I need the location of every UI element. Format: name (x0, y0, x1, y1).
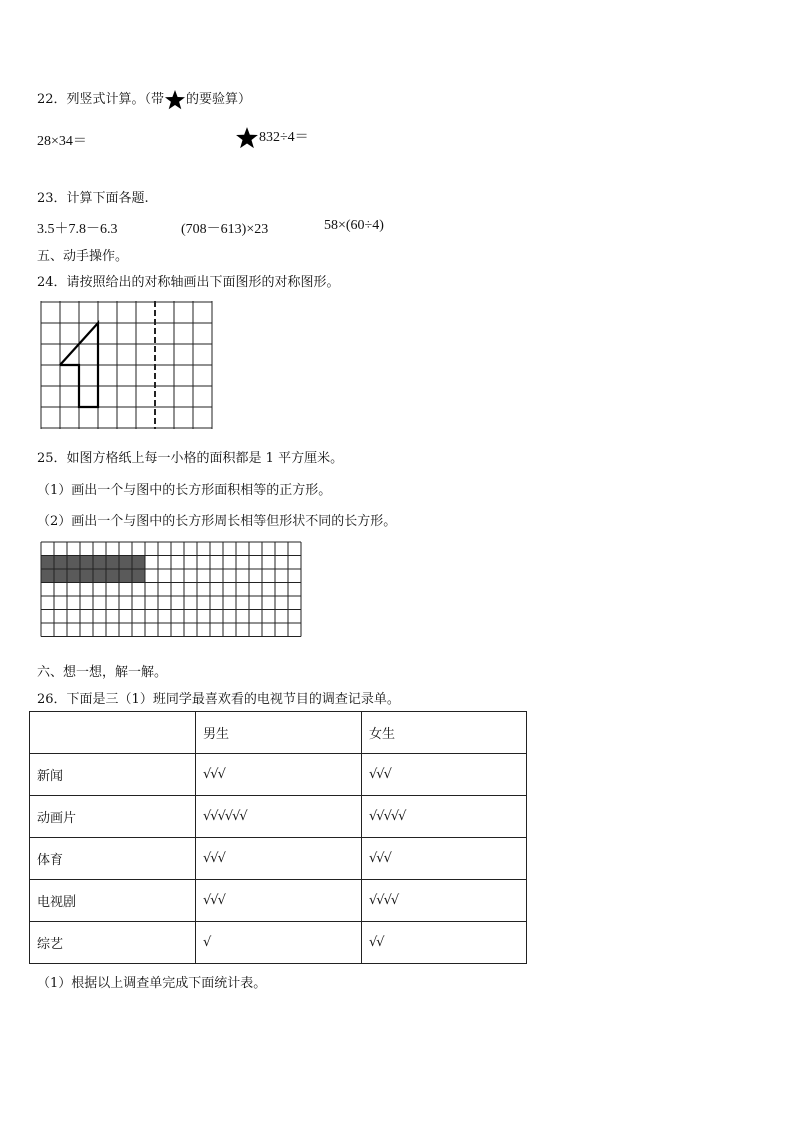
star-icon (164, 89, 186, 111)
q26-part1: （1）根据以上调查单完成下面统计表。 (37, 976, 267, 991)
table-cell: √√√ (196, 838, 362, 880)
q25-title: 25．如图方格纸上每一小格的面积都是 1 平方厘米。 (37, 451, 344, 466)
q23-expr2: (708－613)×23 (181, 222, 269, 237)
table-cell: 体育 (30, 838, 196, 880)
q22-expr1: 28×34＝ (37, 134, 87, 149)
table-cell: 新闻 (30, 754, 196, 796)
star-icon (235, 126, 259, 150)
table-cell: √√√ (196, 880, 362, 922)
q22-expr2: 832÷4＝ (259, 130, 309, 146)
q25-part2: （2）画出一个与图中的长方形周长相等但形状不同的长方形。 (37, 514, 397, 529)
table-row (30, 880, 527, 922)
table-cell: √√√√ (362, 880, 527, 922)
q24-grid-figure (40, 301, 214, 431)
q24-title: 24．请按照给出的对称轴画出下面图形的对称图形。 (37, 275, 340, 290)
table-row (30, 838, 527, 880)
section6-heading: 六、想一想，解一解。 (37, 665, 168, 680)
q22-expr2-wrap (235, 126, 309, 150)
section5-heading: 五、动手操作。 (37, 249, 129, 264)
table-cell: √√√ (362, 754, 527, 796)
table-cell: √√ (362, 922, 527, 964)
q25-grid-paper (40, 540, 304, 650)
table-header-cell (30, 712, 196, 754)
q23-expr3: 58×(60÷4) (324, 218, 384, 233)
q22-title-prefix: 22．列竖式计算。（带 (37, 92, 165, 107)
table-row (30, 754, 527, 796)
table-row (30, 796, 527, 838)
table-cell: 动画片 (30, 796, 196, 838)
table-cell: √ (196, 922, 362, 964)
q23-title: 23．计算下面各题. (37, 191, 149, 206)
table-cell: √√√ (362, 838, 527, 880)
table-header-cell: 男生 (196, 712, 362, 754)
q23-expr1: 3.5＋7.8－6.3 (37, 222, 118, 237)
table-cell: √√√√√√ (196, 796, 362, 838)
q25-part1: （1）画出一个与图中的长方形面积相等的正方形。 (37, 483, 332, 498)
table-row (30, 922, 527, 964)
table-cell: √√√ (196, 754, 362, 796)
table-cell: 综艺 (30, 922, 196, 964)
table-header-row (30, 712, 527, 754)
q22-title (37, 88, 251, 111)
q26-title: 26．下面是三（1）班同学最喜欢看的电视节目的调查记录单。 (37, 692, 400, 707)
q22-title-suffix: 的要验算） (186, 92, 252, 107)
table-cell: √√√√√ (362, 796, 527, 838)
survey-table (29, 711, 527, 964)
table-header-cell: 女生 (362, 712, 527, 754)
table-cell: 电视剧 (30, 880, 196, 922)
